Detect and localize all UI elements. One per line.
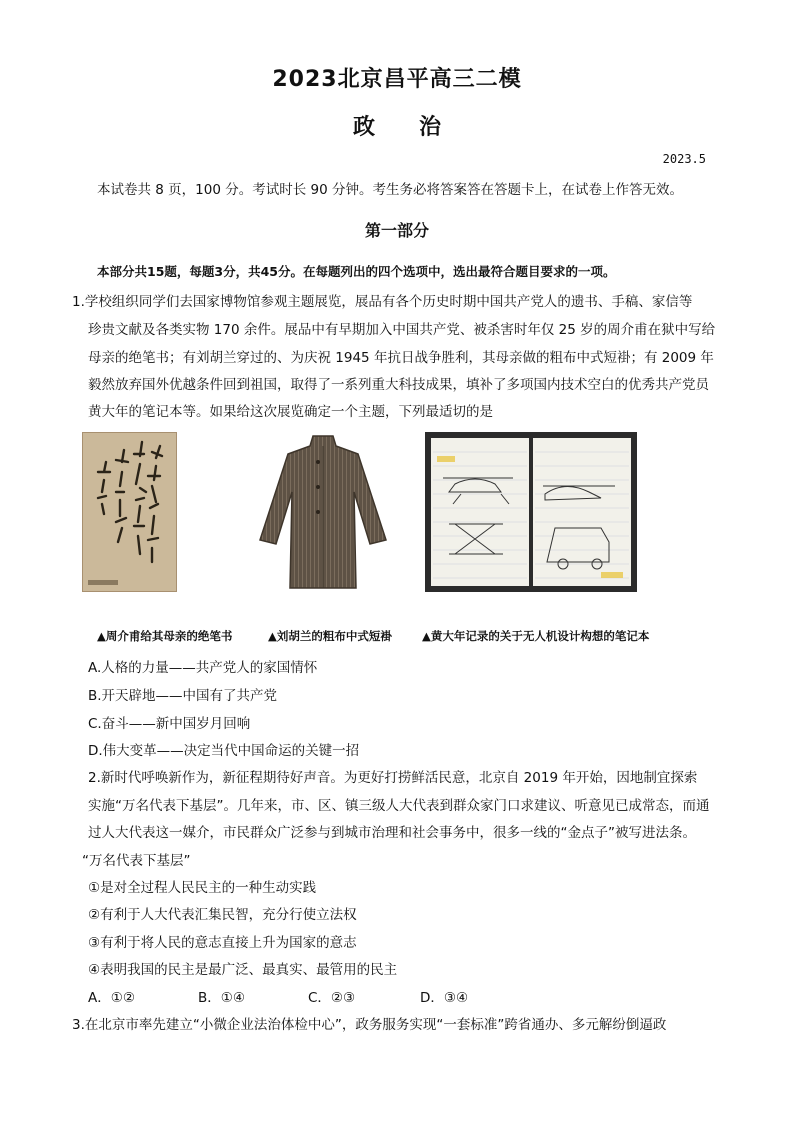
q3-line-1: 3.在北京市率先建立“小微企业法治体检中心”，政务服务实现“一套标准”跨省通办、多元解纷倒逼政 [72,1017,667,1033]
subject-char-2: 治 [419,115,442,140]
q2-line-4: “万名代表下基层” [82,853,191,869]
q2-item-1: ①是对全过程人民民主的一种生动实践 [88,880,317,896]
letter-image [82,432,177,592]
caption-coat: ▲刘胡兰的粗布中式短褂 [268,629,392,643]
q1-option-b: B.开天辟地——中国有了共产党 [88,688,278,704]
q1-line-5: 黄大年的笔记本等。如果给这次展览确定一个主题，下列最适切的是 [88,404,493,420]
section-instruction: 本部分共15题，每题3分，共45分。在每题列出的四个选项中，选出最符合题目要求的一项。 [97,264,616,279]
q1-option-d: D.伟大变革——决定当代中国命运的关键一招 [88,743,360,759]
q2-line-1: 2.新时代呼唤新作为，新征程期待好声音。为更好打捞鲜活民意，北京自 2019 年开始，因地制宜探索 [88,770,698,786]
q2-item-2: ②有利于人大代表汇集民智，充分行使立法权 [88,907,357,923]
exam-date: 2023.5 [662,152,706,166]
q2-choice-b: B．①④ [198,990,245,1006]
q1-option-c: C.奋斗——新中国岁月回响 [88,716,251,732]
exam-instructions: 本试卷共 8 页，100 分。考试时长 90 分钟。考生务必将答案答在答题卡上，在试卷上作答无效。 [97,182,683,198]
q2-item-3: ③有利于将人民的意志直接上升为国家的意志 [88,935,357,951]
q2-choice-c: C．②③ [308,990,356,1006]
q1-line-3: 母亲的绝笔书；有刘胡兰穿过的、为庆祝 1945 年抗日战争胜利，其母亲做的粗布中式短褂；有 2009 年 [88,350,714,366]
q2-line-2: 实施“万名代表下基层”。几年来，市、区、镇三级人大代表到群众家门口求建议、听意见已成常态，而通 [88,798,710,814]
q2-choice-a: A．①② [88,990,135,1006]
subject-char-1: 政 [352,115,375,140]
caption-letter: ▲周介甫给其母亲的绝笔书 [97,629,233,643]
exam-title: 2023北京昌平高三二模 [272,67,522,92]
coat-image [258,432,388,592]
q1-line-2: 珍贵文献及各类实物 170 余件。展品中有早期加入中国共产党、被杀害时年仅 25 岁的周介甫在狱中写给 [88,322,716,338]
caption-notebook: ▲黄大年记录的关于无人机设计构想的笔记本 [422,629,650,643]
section-title: 第一部分 [364,221,429,240]
q1-line-1: 1.学校组织同学们去国家博物馆参观主题展览，展品有各个历史时期中国共产党人的遗书、手稿、家信等 [72,294,693,310]
notebook-image [425,432,637,592]
q2-item-4: ④表明我国的民主是最广泛、最真实、最管用的民主 [88,962,398,978]
subject-title [0,110,794,141]
q1-option-a: A.人格的力量——共产党人的家国情怀 [88,660,318,676]
q2-choice-d: D．③④ [420,990,469,1006]
q2-line-3: 过人大代表这一媒介，市民群众广泛参与到城市治理和社会事务中，很多一线的“金点子”被写进法条。 [88,825,696,841]
q1-line-4: 毅然放弃国外优越条件回到祖国，取得了一系列重大科技成果，填补了多项国内技术空白的优秀共产党员 [88,377,709,393]
